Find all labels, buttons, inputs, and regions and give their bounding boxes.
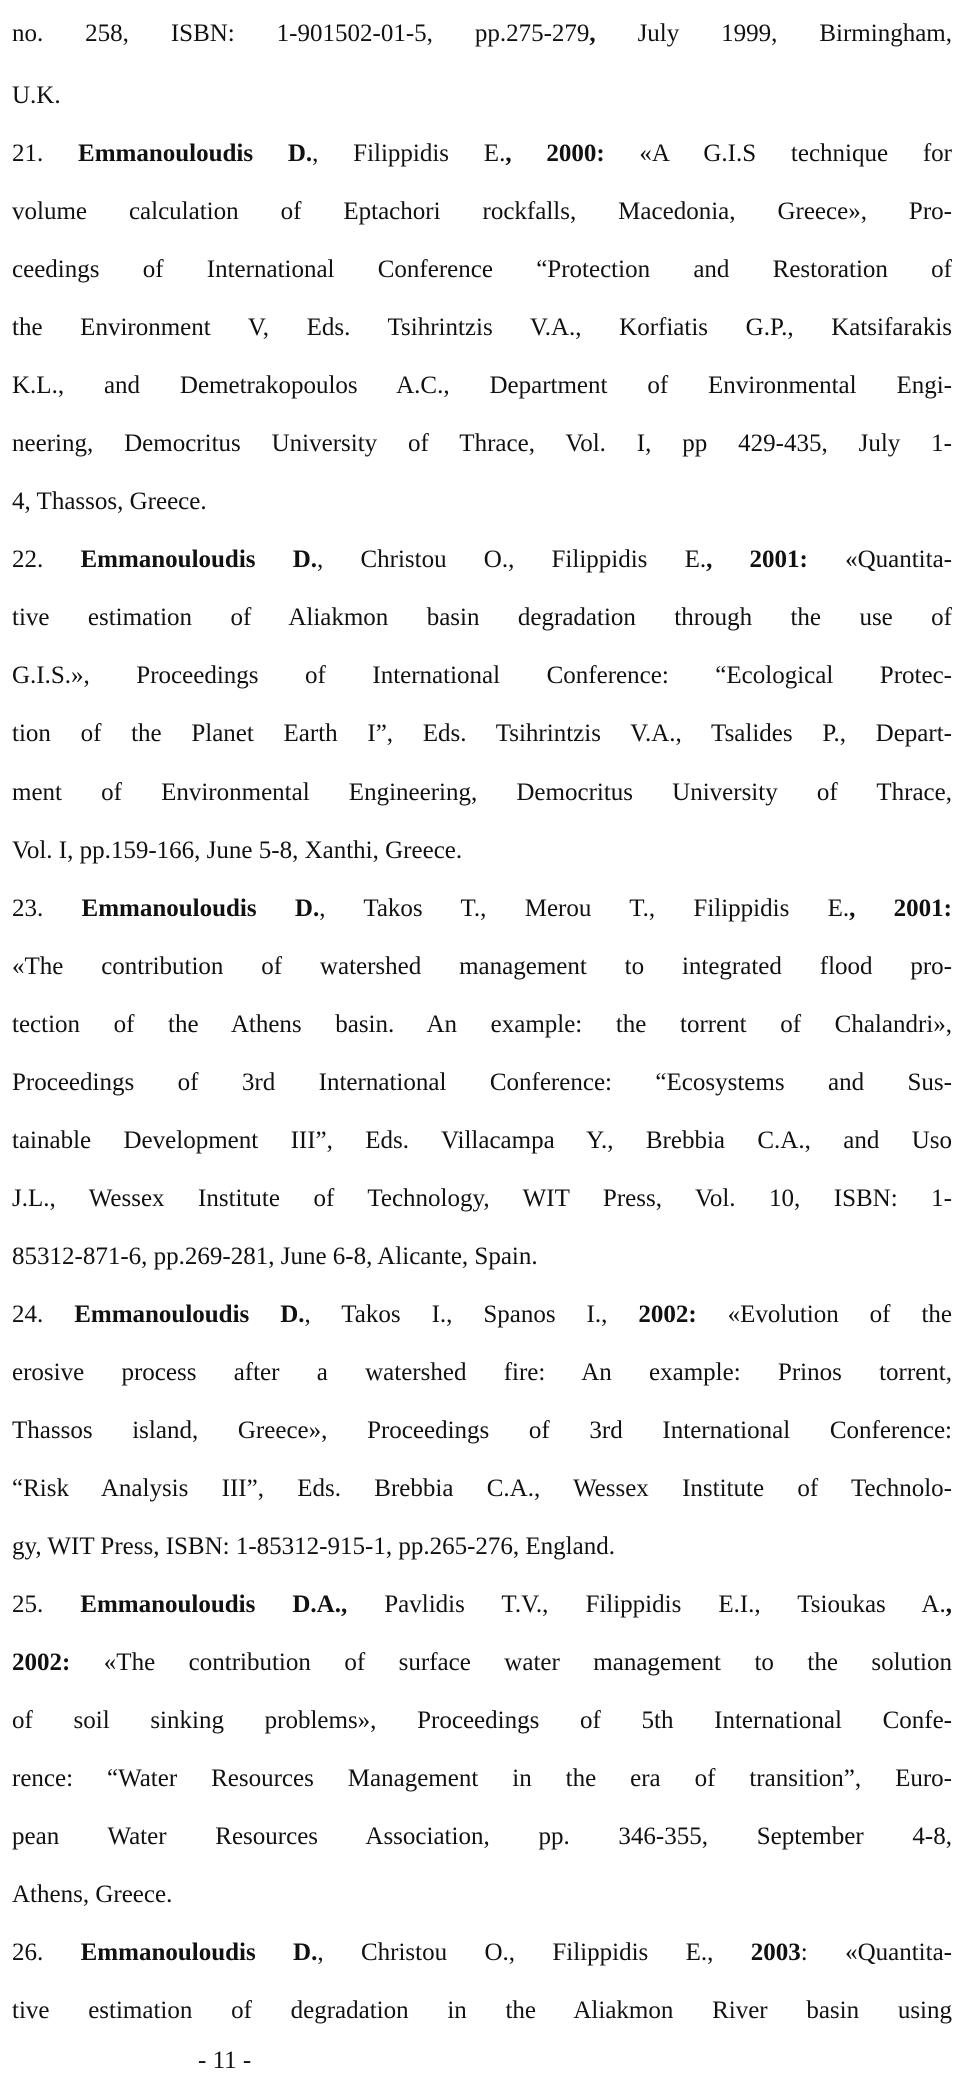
text-line (12, 545, 952, 575)
text-line (12, 1068, 952, 1098)
text-run: «The contribution of watershed management to integrated flood pro- (12, 953, 952, 980)
text-run: , Christou O., Filippidis E. (317, 546, 707, 573)
text-run: tainable Development III”, Eds. Villacampa Y., Brebbia C.A., and Uso (12, 1127, 952, 1154)
text-run: tive estimation of degradation in the Aliakmon River basin using (12, 1997, 952, 2024)
bold-text: Emmanouloudis D. (74, 1301, 305, 1328)
text-line (12, 1242, 538, 1272)
text-line (12, 603, 952, 633)
text-run: : «Quantita- (800, 1939, 952, 1966)
bold-text: , (945, 1591, 952, 1618)
text-run: of soil sinking problems», Proceedings of 5th International Confe- (12, 1707, 952, 1734)
text-line (12, 1126, 952, 1156)
text-run: pean Water Resources Association, pp. 346-355, September 4-8, (12, 1823, 952, 1850)
text-run: 85312-871-6, pp.269-281, June 6-8, Alicante, Spain. (12, 1243, 538, 1270)
text-run: 25. (12, 1591, 81, 1618)
text-line (12, 661, 952, 691)
text-line (12, 1648, 952, 1678)
text-run: tion of the Planet Earth I”, Eds. Tsihrintzis V.A., Tsalides P., Depart- (12, 720, 952, 747)
text-run: 26. (12, 1939, 81, 1966)
text-run: erosive process after a watershed fire: An example: Prinos torrent, (12, 1359, 952, 1386)
bold-text: 2002: (638, 1301, 697, 1328)
text-run: K.L., and Demetrakopoulos A.C., Department of Environmental Engi- (12, 372, 952, 399)
page-number: - 11 - (198, 2047, 252, 2074)
text-run: gy, WIT Press, ISBN: 1-85312-915-1, pp.265-276, England. (12, 1533, 615, 1560)
text-run: Pavlidis T.V., Filippidis E.I., Tsioukas A. (347, 1591, 946, 1618)
text-run: «The contribution of surface water management to the solution (70, 1649, 952, 1676)
bold-text: Emmanouloudis D. (81, 895, 320, 922)
text-line (12, 81, 61, 111)
text-run: Thassos island, Greece», Proceedings of 3rd International Conference: (12, 1417, 952, 1444)
text-line (12, 952, 952, 982)
text-run: J.L., Wessex Institute of Technology, WIT Press, Vol. 10, ISBN: 1- (12, 1185, 952, 1212)
text-run: rence: “Water Resources Management in the era of transition”, Euro- (12, 1765, 952, 1792)
text-run: 23. (12, 895, 82, 922)
text-line (12, 894, 952, 924)
bold-text: 2003 (750, 1939, 801, 1966)
text-line (12, 1300, 952, 1330)
text-run: “Risk Analysis III”, Eds. Brebbia C.A., Wessex Institute of Technolo- (12, 1475, 952, 1502)
text-line (12, 1938, 952, 1968)
text-line (12, 429, 952, 459)
text-run: tection of the Athens basin. An example: the torrent of Chalandri», (12, 1011, 952, 1038)
bold-text: , (589, 20, 596, 47)
text-line (12, 719, 952, 749)
text-line (12, 313, 952, 343)
text-run: neering, Democritus University of Thrace, Vol. I, pp 429-435, July 1- (12, 430, 952, 457)
text-run: volume calculation of Eptachori rockfalls, Macedonia, Greece», Pro- (12, 198, 952, 225)
text-line (12, 1764, 952, 1794)
text-run: «A G.I.S technique for (604, 140, 953, 167)
bold-text: Emmanouloudis D. (80, 546, 318, 573)
text-run: July 1999, Birmingham, (595, 20, 952, 47)
text-run: tive estimation of Aliakmon basin degradation through the use of (12, 604, 952, 631)
text-line (12, 197, 952, 227)
bold-text: Emmanouloudis D. (80, 1939, 318, 1966)
text-run: 21. (12, 140, 79, 167)
text-run: Athens, Greece. (12, 1881, 173, 1908)
bold-text: Emmanouloudis D.A., (80, 1591, 348, 1618)
text-line (12, 1706, 952, 1736)
text-line (12, 836, 462, 866)
text-line (12, 255, 952, 285)
text-run: Proceedings of 3rd International Conference: “Ecosystems and Sus- (12, 1069, 952, 1096)
bold-text: , 2000: (505, 140, 605, 167)
text-run: 22. (12, 546, 81, 573)
text-run: ment of Environmental Engineering, Democritus University of Thrace, (12, 779, 952, 806)
text-run: , Christou O., Filippidis E., (317, 1939, 751, 1966)
text-run: Vol. I, pp.159-166, June 5-8, Xanthi, Greece. (12, 837, 463, 864)
text-line (12, 371, 952, 401)
bold-text: Emmanouloudis D. (78, 140, 313, 167)
text-line (12, 1358, 952, 1388)
text-line (12, 1996, 952, 2026)
text-line (12, 487, 207, 517)
text-run: , Takos I., Spanos I., (304, 1301, 639, 1328)
bold-text: , 2001: (849, 895, 952, 922)
text-line (12, 1184, 952, 1214)
text-line (12, 778, 952, 808)
text-run: 4, Thassos, Greece. (12, 488, 207, 515)
text-line (12, 19, 952, 49)
text-run: no. 258, ISBN: 1-901502-01-5, pp.275-279 (12, 20, 590, 47)
text-run: the Environment V, Eds. Tsihrintzis V.A., Korfiatis G.P., Katsifarakis (12, 314, 952, 341)
text-line (12, 1880, 172, 1910)
text-run: «Evolution of the (696, 1301, 952, 1328)
text-run: 24. (12, 1301, 75, 1328)
text-line (12, 1590, 952, 1620)
text-line (12, 1474, 952, 1504)
text-run: U.K. (12, 82, 61, 109)
text-run: G.I.S.», Proceedings of International Conference: “Ecological Protec- (12, 662, 952, 689)
text-run: «Quantita- (807, 546, 952, 573)
text-run: , Takos T., Merou T., Filippidis E. (319, 895, 850, 922)
bold-text: , 2001: (706, 546, 808, 573)
text-line (12, 1822, 952, 1852)
text-line (12, 1416, 952, 1446)
text-line (12, 139, 952, 169)
text-line (12, 1532, 615, 1562)
text-run: , Filippidis E. (312, 140, 506, 167)
bold-text: 2002: (12, 1649, 71, 1676)
text-run: ceedings of International Conference “Protection and Restoration of (12, 256, 952, 283)
text-line (12, 1010, 952, 1040)
